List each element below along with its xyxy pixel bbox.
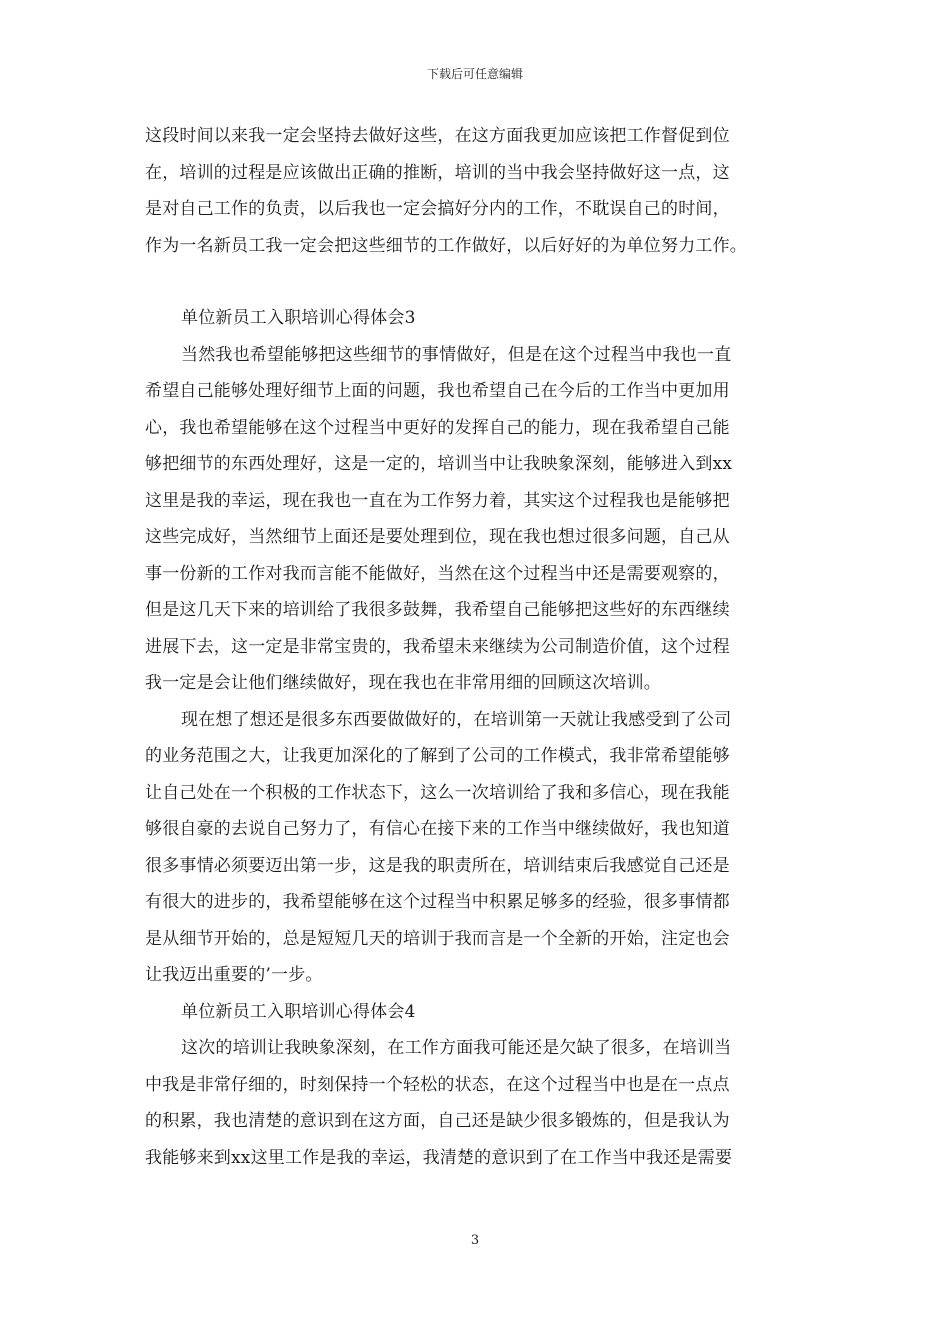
paragraph-gap xyxy=(145,271,807,307)
text-line: 让自己处在一个积极的工作状态下，这么一次培训给了我和多信心，现在我能 xyxy=(145,782,730,803)
text-line: 我能够来到xx这里工作是我的幸运，我清楚的意识到了在工作当中我还是需要 xyxy=(145,1147,733,1168)
text-line: 的积累，我也清楚的意识到在这方面，自己还是缺少很多锻炼的，但是我认为 xyxy=(145,1111,730,1131)
text-line: 在，培训的过程是应该做出正确的推断，培训的当中我会坚持做好这一点，这 xyxy=(145,162,730,183)
text-line: 这段时间以来我一定会坚持去做好这些，在这方面我更加应该把工作督促到位 xyxy=(145,126,730,146)
page-number: 3 xyxy=(470,1233,480,1248)
text-line: 让我迈出重要的’一步。 xyxy=(145,965,323,985)
text-line: 是从细节开始的，总是短短几天的培训于我而言是一个全新的开始，注定也会 xyxy=(145,928,730,949)
text-line: 希望自己能够处理好细节上面的问题，我也希望自己在今后的工作当中更加用 xyxy=(145,381,730,401)
text-line: 我一定是会让他们继续做好，现在我也在非常用细的回顾这次培训。 xyxy=(145,673,661,693)
document-body xyxy=(145,125,807,1183)
text-line: 是对自己工作的负责，以后我也一定会搞好分内的工作，不耽误自己的时间， xyxy=(145,199,730,219)
text-line: 这里是我的幸运，现在我也一直在为工作努力着，其实这个过程我也是能够把 xyxy=(145,490,730,511)
text-line: 很多事情必须要迈出第一步，这是我的职责所在，培训结束后我感觉自己还是 xyxy=(145,855,730,876)
text-line: 中我是非常仔细的，时刻保持一个轻松的状态，在这个过程当中也是在一点点 xyxy=(145,1074,730,1095)
text-line: 心，我也希望能够在这个过程当中更好的发挥自己的能力，现在我希望自己能 xyxy=(145,417,730,438)
text-line: 当然我也希望能够把这些细节的事情做好，但是在这个过程当中我也一直 xyxy=(181,344,732,365)
page-header: 下载后可任意编辑 xyxy=(426,67,523,81)
text-line: 这次的培训让我映象深刻，在工作方面我可能还是欠缺了很多，在培训当 xyxy=(181,1038,732,1058)
section-heading: 单位新员工入职培训心得体会3 xyxy=(181,308,416,328)
text-line: 现在想了想还是很多东西要做做好的，在培训第一天就让我感受到了公司 xyxy=(181,709,732,730)
text-line: 事一份新的工作对我而言能不能做好，当然在这个过程当中还是需要观察的， xyxy=(145,563,730,584)
text-line: 进展下去，这一定是非常宝贵的，我希望未来继续为公司制造价值，这个过程 xyxy=(145,636,730,657)
text-line: 够很自豪的去说自己努力了，有信心在接下来的工作当中继续做好，我也知道 xyxy=(145,819,730,839)
text-line: 够把细节的东西处理好，这是一定的，培训当中让我映象深刻，能够进入到xx xyxy=(145,454,733,474)
text-line: 有很大的进步的，我希望能够在这个过程当中积累足够多的经验，很多事情都 xyxy=(145,892,730,912)
text-line: 作为一名新员工我一定会把这些细节的工作做好，以后好好的为单位努力工作。 xyxy=(145,235,747,256)
text-line: 的业务范围之大，让我更加深化的了解到了公司的工作模式，我非常希望能够 xyxy=(145,746,730,766)
text-line: 这些完成好，当然细节上面还是要处理到位，现在我也想过很多问题，自己从 xyxy=(145,527,730,547)
text-line: 但是这几天下来的培训给了我很多鼓舞，我希望自己能够把这些好的东西继续 xyxy=(145,600,730,620)
section-heading: 单位新员工入职培训心得体会4 xyxy=(181,1001,416,1022)
